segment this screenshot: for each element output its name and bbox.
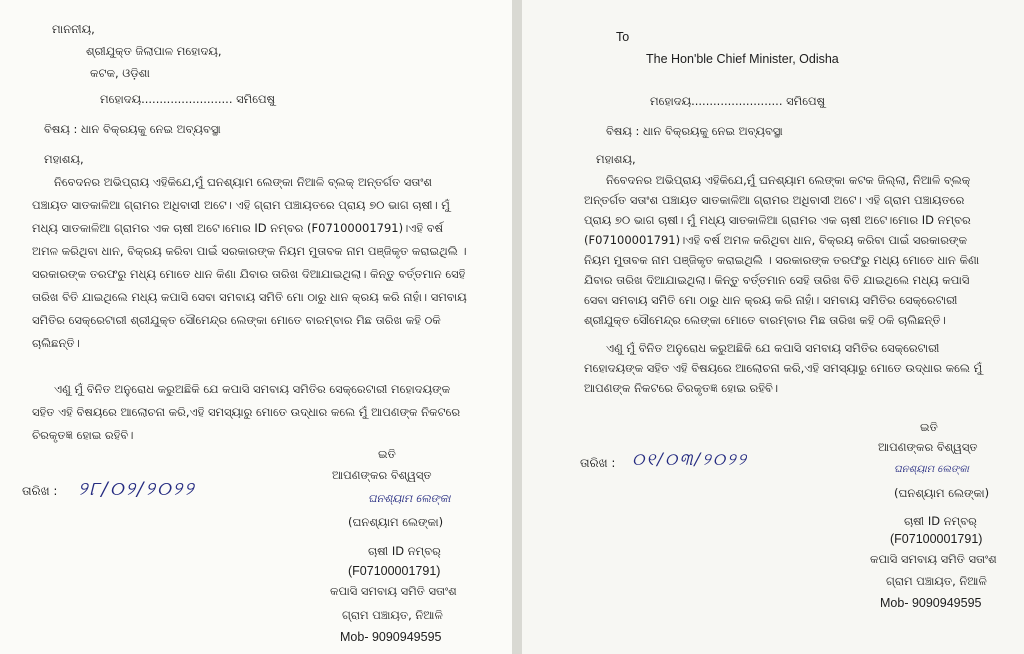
mobile-number: Mob- 9090949595 <box>340 630 442 644</box>
mobile-number: Mob- 9090949595 <box>880 596 982 610</box>
date-value: ୦୧/୦୩/୨୦୨୨ <box>632 450 748 470</box>
salutation: ମାନନୀୟ, <box>52 22 95 36</box>
date-label: ତାରିଖ : <box>580 456 616 470</box>
greeting: ମହାଶୟ, <box>44 152 84 166</box>
farmer-id: (F07100001791) <box>348 564 441 578</box>
signer-name: (ଘନଶ୍ୟାମ ଲେଙ୍କା) <box>894 486 990 500</box>
date-label: ତାରିଖ : <box>22 484 58 498</box>
addressee: ଶ୍ରୀଯୁକ୍ତ ଜିଲାପାଳ ମହୋଦୟ, <box>86 44 222 58</box>
page-divider <box>512 0 522 654</box>
panchayat-name: ଗ୍ରାମ ପଞ୍ଚାୟତ, ନିଆଳି <box>342 608 443 622</box>
date-value: ୨୮/୦୨/୨୦୨୨ <box>78 478 196 500</box>
letter-to-chief-minister <box>522 0 1024 654</box>
closing-iti: ଇତି <box>920 420 938 434</box>
body-paragraph-2: ଏଣୁ ମୁଁ ବିନିତ ଅନୁରୋଧ କରୁଅଛିକି ଯେ କପାସି ସମବାୟ ସମିତିର ସେକ୍ରେଟାରୀ ମହୋଦୟଙ୍କ ସହିତ ଏହି ବିଷୟରେ ଆଲୋଚନା କରି,ଏହି ସମସ୍ୟାରୁ ମୋତେ ଉଦ୍ଧାର କଲେ ମୁଁ ଆପଣଙ୍କ ନିକଟରେ ଚିରକୃତଜ୍ଞ ହୋଇ ରହିବି। <box>584 341 983 395</box>
addressee: The Hon'ble Chief Minister, Odisha <box>646 52 839 66</box>
body-paragraph-1: ନିବେଦନର ଅଭିପ୍ରାୟ ଏହିକିଯେ,ମୁଁ ଘନଶ୍ୟାମ ଲେଙ୍କା ନିଆଳି ବ୍ଲକ୍ ଅନ୍ତର୍ଗତ ସତାଂଶ ପଞ୍ଚାୟତ ସାତକାଳିଆ ଗ୍ରାମର ଅଧିବାସୀ ଅଟେ। ଏହି ଗ୍ରାମ ପଞ୍ଚାୟତରେ ପ୍ରାୟ ୭୦ ଭାଗ ଚାଷୀ। ମୁଁ ମଧ୍ୟ ସାତକାଳିଆ ଗ୍ରାମର ଏକ ଚାଷୀ ଅଟେ।ମୋର ID ନମ୍ବର (F07100001791)।ଏହି ବର୍ଷ ଅମଳ କରିଥିବା ଧାନ, ବିକ୍ରୟ କରିବା ପାଇଁ ସରକାରଙ୍କ ନିୟମ ମୁତାବକ ନାମ ପଞ୍ଜିକୃତ କରାଇଥିଲି । ସରକାରଙ୍କ ତରଫରୁ ମଧ୍ୟ ମୋତେ ଧାନ କିଣା ଯିବାର ତାରିଖ ଦିଆଯାଇଥିଲା। କିନ୍ତୁ ବର୍ତ୍ତମାନ ସେହି ତାରିଖ ବିତି ଯାଇଥିଲେ ମଧ୍ୟ କପାସି ସେବା ସମବାୟ ସମିତି ମୋ ଠାରୁ ଧାନ କ୍ରୟ କରି ନାହାଁ। ସମବାୟ ସମିତିର ସେକ୍ରେଟାରୀ ଶ୍ରୀଯୁକ୍ତ ସୌମେନ୍ଦ୍ର ଲେଙ୍କା ମୋତେ ବାରମ୍ବାର ମିଛ ତାରିଖ କହି ଠକି ଚାଲିଛନ୍ତି। <box>32 175 467 350</box>
closing-iti: ଇତି <box>378 447 396 461</box>
society-name: କପାସି ସମବାୟ ସମିତି ସତାଂଶ <box>870 552 997 566</box>
signer-name: (ଘନଶ୍ୟାମ ଲେଙ୍କା) <box>348 515 444 529</box>
body-paragraph-2: ଏଣୁ ମୁଁ ବିନିତ ଅନୁରୋଧ କରୁଅଛିକି ଯେ କପାସି ସମବାୟ ସମିତିର ସେକ୍ରେଟାରୀ ମହୋଦୟଙ୍କ ସହିତ ଏହି ବିଷୟରେ ଆଲୋଚନା କରି,ଏହି ସମସ୍ୟାରୁ ମୋତେ ଉଦ୍ଧାର କଲେ ମୁଁ ଆପଣଙ୍କ ନିକଟରେ ଚିରକୃତଜ୍ଞ ହୋଇ ରହିବି। <box>32 382 461 442</box>
subject-line: ବିଷୟ : ଧାନ ବିକ୍ରୟକୁ ନେଇ ଅବ୍ୟବସ୍ଥା <box>44 122 221 136</box>
farmer-id-label: ଚାଷୀ ID ନମ୍ବର୍ <box>368 544 441 558</box>
subject-line: ବିଷୟ : ଧାନ ବିକ୍ରୟକୁ ନେଇ ଅବ୍ୟବସ୍ଥା <box>606 124 783 138</box>
greeting: ମହାଶୟ, <box>596 152 636 166</box>
society-name: କପାସି ସମବାୟ ସମିତି ସତାଂଶ <box>330 584 457 598</box>
farmer-id: (F07100001791) <box>890 532 983 546</box>
to-label: To <box>616 30 630 44</box>
signature: ଘନଶ୍ୟାମ ଲେଙ୍କା <box>894 464 969 475</box>
panchayat-name: ଗ୍ରାମ ପଞ୍ଚାୟତ, ନିଆଳି <box>886 574 987 588</box>
signature: ଘନଶ୍ୟାମ ଲେଙ୍କା <box>368 492 451 505</box>
body-paragraph-1: ନିବେଦନର ଅଭିପ୍ରାୟ ଏହିକିଯେ,ମୁଁ ଘନଶ୍ୟାମ ଲେଙ୍କା କଟକ ଜିଲ୍ଲା, ନିଆଳି ବ୍ଲକ୍ ଅନ୍ତର୍ଗତ ସତାଂଶ ପଞ୍ଚାୟତ ସାତକାଳିଆ ଗ୍ରାମର ଅଧିବାସୀ ଅଟେ। ଏହି ଗ୍ରାମ ପଞ୍ଚାୟତରେ ପ୍ରାୟ ୭୦ ଭାଗ ଚାଷୀ। ମୁଁ ମଧ୍ୟ ସାତକାଳିଆ ଗ୍ରାମର ଏକ ଚାଷୀ ଅଟେ।ମୋର ID ନମ୍ବର (F07100001791)।ଏହି ବର୍ଷ ଅମଳ କରିଥିବା ଧାନ, ବିକ୍ରୟ କରିବା ପାଇଁ ସରକାରଙ୍କ ନିୟମ ମୁତାବକ ନାମ ପଞ୍ଜିକୃତ କରାଇଥିଲି । ସରକାରଙ୍କ ତରଫରୁ ମଧ୍ୟ ମୋତେ ଧାନ କିଣା ଯିବାର ତାରିଖ ଦିଆଯାଇଥିଲା। କିନ୍ତୁ ବର୍ତ୍ତମାନ ସେହି ତାରିଖ ବିତି ଯାଇଥିଲେ ମଧ୍ୟ କପାସି ସେବା ସମବାୟ ସମିତି ମୋ ଠାରୁ ଧାନ କ୍ରୟ କରି ନାହାଁ। ସମବାୟ ସମିତିର ସେକ୍ରେଟାରୀ ଶ୍ରୀଯୁକ୍ତ ସୌମେନ୍ଦ୍ର ଲେଙ୍କା ମୋତେ ବାରମ୍ବାର ମିଛ ତାରିଖ କହି ଠକି ଚାଲିଛନ୍ତି। <box>584 173 980 327</box>
yours-faithfully: ଆପଣଙ୍କର ବିଶ୍ୱସ୍ତ <box>332 468 432 482</box>
via-line: ମହୋଦୟ......................... ସମିପେଷୁ <box>650 94 826 108</box>
yours-faithfully: ଆପଣଙ୍କର ବିଶ୍ୱସ୍ତ <box>878 440 978 454</box>
farmer-id-label: ଚାଷୀ ID ନମ୍ବର୍ <box>904 514 977 528</box>
via-line: ମହୋଦୟ......................... ସମିପେଷୁ <box>100 92 276 106</box>
address-city: କଟକ, ଓଡ଼ିଶା <box>90 66 150 80</box>
